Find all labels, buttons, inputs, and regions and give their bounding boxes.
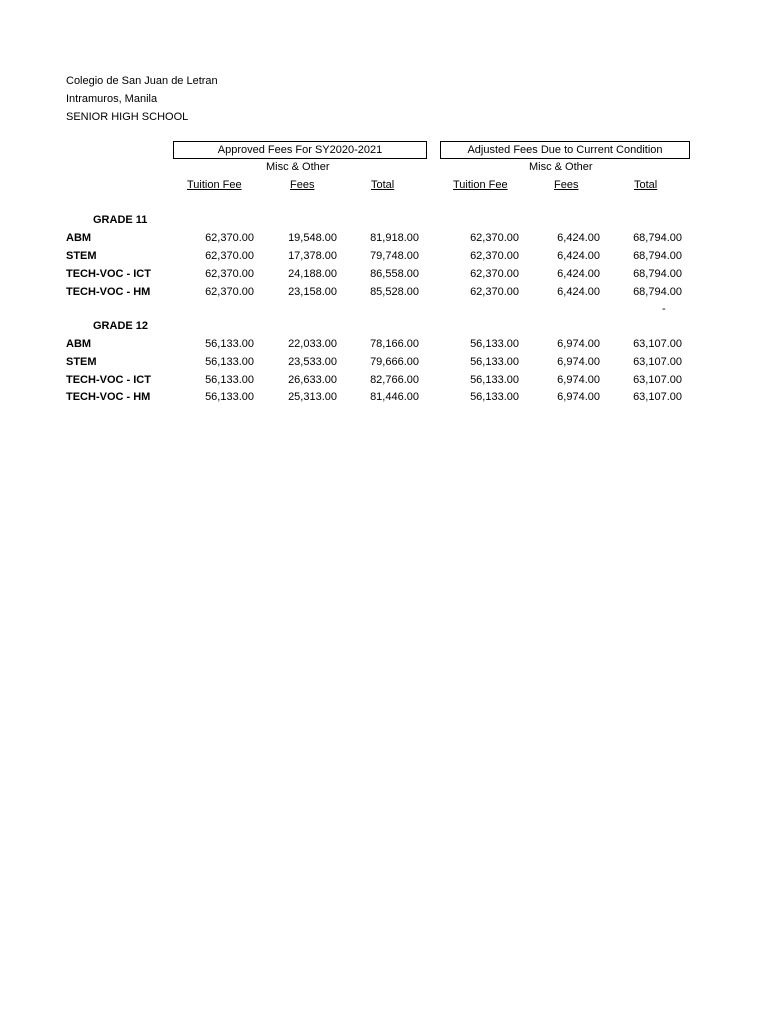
program-label: ABM: [66, 338, 92, 350]
adjusted-total-value: 63,107.00: [633, 391, 682, 403]
adjusted-misc-value: 6,424.00: [557, 250, 600, 262]
adjusted-total-value: 63,107.00: [633, 374, 682, 386]
approved-tuition-header: Tuition Fee: [187, 179, 242, 191]
adjusted-fees-column-header: Fees: [554, 179, 579, 191]
approved-total-value: 79,748.00: [370, 250, 419, 262]
approved-total-value: 82,766.00: [370, 374, 419, 386]
table-row: [0, 336, 768, 352]
approved-tuition-value: 62,370.00: [205, 232, 254, 244]
program-label: TECH-VOC - ICT: [66, 374, 151, 386]
program-label: TECH-VOC - ICT: [66, 268, 151, 280]
approved-misc-value: 24,188.00: [288, 268, 337, 280]
adjusted-tuition-value: 56,133.00: [470, 391, 519, 403]
approved-tuition-value: 62,370.00: [205, 250, 254, 262]
adjusted-total-value: 68,794.00: [633, 286, 682, 298]
adjusted-total-value: 68,794.00: [633, 250, 682, 262]
approved-misc-value: 25,313.00: [288, 391, 337, 403]
adjusted-misc-value: 6,974.00: [557, 391, 600, 403]
approved-misc-value: 23,533.00: [288, 356, 337, 368]
approved-misc-value: 22,033.00: [288, 338, 337, 350]
approved-tuition-value: 62,370.00: [205, 286, 254, 298]
school-location: Intramuros, Manila: [66, 93, 158, 105]
approved-fees-header: Approved Fees For SY2020-2021: [173, 141, 427, 159]
dash-mark: -: [662, 303, 666, 315]
approved-tuition-value: 56,133.00: [205, 374, 254, 386]
approved-misc-value: 26,633.00: [288, 374, 337, 386]
table-row: [0, 230, 768, 246]
adjusted-total-value: 68,794.00: [633, 268, 682, 280]
approved-tuition-value: 62,370.00: [205, 268, 254, 280]
table-row: [0, 354, 768, 370]
adjusted-misc-value: 6,424.00: [557, 268, 600, 280]
grade-11-label: GRADE 11: [93, 214, 148, 226]
adjusted-misc-value: 6,974.00: [557, 374, 600, 386]
adjusted-tuition-value: 56,133.00: [470, 356, 519, 368]
approved-fees-column-header: Fees: [290, 179, 315, 191]
approved-tuition-value: 56,133.00: [205, 356, 254, 368]
table-row: [0, 372, 768, 388]
adjusted-misc-value: 6,974.00: [557, 338, 600, 350]
adjusted-tuition-value: 62,370.00: [470, 268, 519, 280]
school-header: [66, 72, 218, 126]
approved-total-value: 79,666.00: [370, 356, 419, 368]
adjusted-misc-value: 6,974.00: [557, 356, 600, 368]
adjusted-tuition-value: 62,370.00: [470, 232, 519, 244]
adjusted-total-header: Total: [634, 179, 658, 191]
adjusted-total-value: 68,794.00: [633, 232, 682, 244]
adjusted-tuition-value: 62,370.00: [470, 250, 519, 262]
school-department: SENIOR HIGH SCHOOL: [66, 111, 189, 123]
approved-total-value: 85,528.00: [370, 286, 419, 298]
program-label: TECH-VOC - HM: [66, 286, 151, 298]
program-label: ABM: [66, 232, 92, 244]
approved-misc-value: 17,378.00: [288, 250, 337, 262]
approved-misc-header-top: Misc & Other: [266, 161, 330, 173]
program-label: STEM: [66, 356, 97, 368]
table-row: [0, 248, 768, 264]
approved-misc-value: 19,548.00: [288, 232, 337, 244]
approved-tuition-value: 56,133.00: [205, 391, 254, 403]
approved-tuition-value: 56,133.00: [205, 338, 254, 350]
adjusted-tuition-value: 56,133.00: [470, 338, 519, 350]
school-name: Colegio de San Juan de Letran: [66, 75, 218, 87]
adjusted-total-value: 63,107.00: [633, 338, 682, 350]
approved-total-value: 86,558.00: [370, 268, 419, 280]
adjusted-tuition-value: 56,133.00: [470, 374, 519, 386]
table-row: [0, 389, 768, 405]
adjusted-tuition-header: Tuition Fee: [453, 179, 508, 191]
adjusted-misc-value: 6,424.00: [557, 286, 600, 298]
table-row: [0, 266, 768, 282]
adjusted-misc-header-top: Misc & Other: [529, 161, 593, 173]
table-row: [0, 284, 768, 300]
approved-total-value: 81,446.00: [370, 391, 419, 403]
program-label: STEM: [66, 250, 97, 262]
adjusted-total-value: 63,107.00: [633, 356, 682, 368]
adjusted-fees-header: Adjusted Fees Due to Current Condition: [440, 141, 690, 159]
adjusted-tuition-value: 62,370.00: [470, 286, 519, 298]
grade-12-label: GRADE 12: [93, 320, 149, 332]
program-label: TECH-VOC - HM: [66, 391, 151, 403]
approved-total-value: 78,166.00: [370, 338, 419, 350]
approved-misc-value: 23,158.00: [288, 286, 337, 298]
adjusted-misc-value: 6,424.00: [557, 232, 600, 244]
approved-total-value: 81,918.00: [370, 232, 419, 244]
approved-total-header: Total: [371, 179, 395, 191]
